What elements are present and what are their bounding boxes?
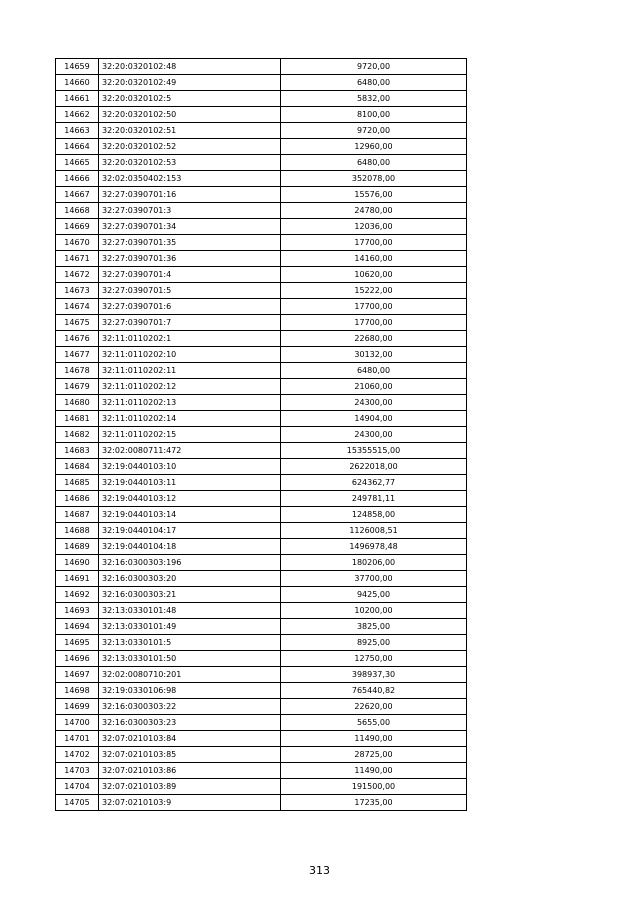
cadastral-number-cell: 32:27:0390701:16 — [99, 187, 281, 203]
cadastral-number-cell: 32:20:0320102:52 — [99, 139, 281, 155]
table-row — [56, 411, 467, 427]
row-number-cell: 14695 — [56, 635, 99, 651]
row-number-cell: 14697 — [56, 667, 99, 683]
cadastral-number-cell: 32:16:0300303:23 — [99, 715, 281, 731]
value-cell: 5832,00 — [281, 91, 467, 107]
table-row — [56, 91, 467, 107]
table-row — [56, 747, 467, 763]
value-cell: 12750,00 — [281, 651, 467, 667]
cadastral-number-cell: 32:13:0330101:49 — [99, 619, 281, 635]
cadastral-number-cell: 32:19:0330106:98 — [99, 683, 281, 699]
table-row — [56, 299, 467, 315]
value-cell: 15576,00 — [281, 187, 467, 203]
row-number-cell: 14704 — [56, 779, 99, 795]
row-number-cell: 14666 — [56, 171, 99, 187]
value-cell: 37700,00 — [281, 571, 467, 587]
value-cell: 15355515,00 — [281, 443, 467, 459]
table-row — [56, 219, 467, 235]
cadastral-number-cell: 32:19:0440103:12 — [99, 491, 281, 507]
cadastral-number-cell: 32:13:0330101:5 — [99, 635, 281, 651]
row-number-cell: 14672 — [56, 267, 99, 283]
row-number-cell: 14679 — [56, 379, 99, 395]
value-cell: 12036,00 — [281, 219, 467, 235]
table-row — [56, 699, 467, 715]
value-cell: 191500,00 — [281, 779, 467, 795]
row-number-cell: 14682 — [56, 427, 99, 443]
cadastral-number-cell: 32:27:0390701:36 — [99, 251, 281, 267]
table-row — [56, 795, 467, 811]
table-row — [56, 363, 467, 379]
table-row — [56, 235, 467, 251]
row-number-cell: 14689 — [56, 539, 99, 555]
cadastral-value-table — [55, 58, 467, 811]
cadastral-number-cell: 32:27:0390701:5 — [99, 283, 281, 299]
value-cell: 11490,00 — [281, 731, 467, 747]
cadastral-number-cell: 32:27:0390701:4 — [99, 267, 281, 283]
value-cell: 28725,00 — [281, 747, 467, 763]
row-number-cell: 14698 — [56, 683, 99, 699]
row-number-cell: 14686 — [56, 491, 99, 507]
table-row — [56, 187, 467, 203]
value-cell: 30132,00 — [281, 347, 467, 363]
row-number-cell: 14703 — [56, 763, 99, 779]
table-row — [56, 587, 467, 603]
row-number-cell: 14667 — [56, 187, 99, 203]
cadastral-number-cell: 32:20:0320102:5 — [99, 91, 281, 107]
cadastral-number-cell: 32:19:0440104:17 — [99, 523, 281, 539]
value-cell: 17700,00 — [281, 299, 467, 315]
value-cell: 22620,00 — [281, 699, 467, 715]
cadastral-number-cell: 32:11:0110202:15 — [99, 427, 281, 443]
cadastral-number-cell: 32:02:0080710:201 — [99, 667, 281, 683]
cadastral-number-cell: 32:02:0080711:472 — [99, 443, 281, 459]
cadastral-number-cell: 32:07:0210103:85 — [99, 747, 281, 763]
value-cell: 8925,00 — [281, 635, 467, 651]
row-number-cell: 14681 — [56, 411, 99, 427]
value-cell: 17700,00 — [281, 235, 467, 251]
cadastral-number-cell: 32:16:0300303:22 — [99, 699, 281, 715]
table-row — [56, 395, 467, 411]
value-cell: 11490,00 — [281, 763, 467, 779]
row-number-cell: 14671 — [56, 251, 99, 267]
cadastral-number-cell: 32:11:0110202:13 — [99, 395, 281, 411]
row-number-cell: 14702 — [56, 747, 99, 763]
table-row — [56, 523, 467, 539]
cadastral-number-cell: 32:19:0440103:10 — [99, 459, 281, 475]
table-row — [56, 139, 467, 155]
row-number-cell: 14696 — [56, 651, 99, 667]
table-row — [56, 347, 467, 363]
cadastral-number-cell: 32:07:0210103:86 — [99, 763, 281, 779]
row-number-cell: 14668 — [56, 203, 99, 219]
table-row — [56, 283, 467, 299]
value-cell: 6480,00 — [281, 363, 467, 379]
table-row — [56, 507, 467, 523]
row-number-cell: 14690 — [56, 555, 99, 571]
table-row — [56, 315, 467, 331]
row-number-cell: 14673 — [56, 283, 99, 299]
table-row — [56, 459, 467, 475]
table-row — [56, 251, 467, 267]
row-number-cell: 14659 — [56, 59, 99, 75]
table-row — [56, 539, 467, 555]
row-number-cell: 14688 — [56, 523, 99, 539]
cadastral-number-cell: 32:16:0300303:21 — [99, 587, 281, 603]
row-number-cell: 14705 — [56, 795, 99, 811]
cadastral-number-cell: 32:20:0320102:51 — [99, 123, 281, 139]
cadastral-number-cell: 32:27:0390701:35 — [99, 235, 281, 251]
row-number-cell: 14683 — [56, 443, 99, 459]
row-number-cell: 14700 — [56, 715, 99, 731]
table-row — [56, 651, 467, 667]
row-number-cell: 14674 — [56, 299, 99, 315]
cadastral-number-cell: 32:11:0110202:10 — [99, 347, 281, 363]
page-number: 313 — [309, 864, 330, 877]
row-number-cell: 14693 — [56, 603, 99, 619]
value-cell: 124858,00 — [281, 507, 467, 523]
table-row — [56, 731, 467, 747]
row-number-cell: 14662 — [56, 107, 99, 123]
table-row — [56, 571, 467, 587]
value-cell: 24780,00 — [281, 203, 467, 219]
value-cell: 9720,00 — [281, 59, 467, 75]
value-cell: 1496978,48 — [281, 539, 467, 555]
row-number-cell: 14701 — [56, 731, 99, 747]
value-cell: 15222,00 — [281, 283, 467, 299]
cadastral-number-cell: 32:27:0390701:6 — [99, 299, 281, 315]
cadastral-number-cell: 32:13:0330101:50 — [99, 651, 281, 667]
table-row — [56, 603, 467, 619]
row-number-cell: 14676 — [56, 331, 99, 347]
row-number-cell: 14687 — [56, 507, 99, 523]
cadastral-number-cell: 32:13:0330101:48 — [99, 603, 281, 619]
value-cell: 9720,00 — [281, 123, 467, 139]
table-row — [56, 715, 467, 731]
value-cell: 6480,00 — [281, 155, 467, 171]
cadastral-number-cell: 32:27:0390701:34 — [99, 219, 281, 235]
value-cell: 21060,00 — [281, 379, 467, 395]
table-row — [56, 155, 467, 171]
table-row — [56, 379, 467, 395]
table-row — [56, 635, 467, 651]
value-cell: 14904,00 — [281, 411, 467, 427]
table-body — [56, 59, 467, 811]
row-number-cell: 14664 — [56, 139, 99, 155]
row-number-cell: 14699 — [56, 699, 99, 715]
row-number-cell: 14675 — [56, 315, 99, 331]
table-row — [56, 443, 467, 459]
table-row — [56, 667, 467, 683]
row-number-cell: 14660 — [56, 75, 99, 91]
cadastral-number-cell: 32:19:0440104:18 — [99, 539, 281, 555]
value-cell: 12960,00 — [281, 139, 467, 155]
row-number-cell: 14680 — [56, 395, 99, 411]
cadastral-number-cell: 32:20:0320102:49 — [99, 75, 281, 91]
table-row — [56, 555, 467, 571]
value-cell: 17700,00 — [281, 315, 467, 331]
value-cell: 17235,00 — [281, 795, 467, 811]
row-number-cell: 14692 — [56, 587, 99, 603]
value-cell: 24300,00 — [281, 395, 467, 411]
cadastral-number-cell: 32:20:0320102:50 — [99, 107, 281, 123]
row-number-cell: 14670 — [56, 235, 99, 251]
table-row — [56, 619, 467, 635]
value-cell: 624362,77 — [281, 475, 467, 491]
cadastral-number-cell: 32:11:0110202:1 — [99, 331, 281, 347]
cadastral-number-cell: 32:27:0390701:7 — [99, 315, 281, 331]
table-row — [56, 171, 467, 187]
cadastral-number-cell: 32:07:0210103:89 — [99, 779, 281, 795]
row-number-cell: 14691 — [56, 571, 99, 587]
cadastral-number-cell: 32:19:0440103:14 — [99, 507, 281, 523]
value-cell: 180206,00 — [281, 555, 467, 571]
table-row — [56, 475, 467, 491]
value-cell: 398937,30 — [281, 667, 467, 683]
table-row — [56, 59, 467, 75]
cadastral-number-cell: 32:16:0300303:20 — [99, 571, 281, 587]
cadastral-number-cell: 32:20:0320102:53 — [99, 155, 281, 171]
value-cell: 5655,00 — [281, 715, 467, 731]
cadastral-number-cell: 32:20:0320102:48 — [99, 59, 281, 75]
table-row — [56, 427, 467, 443]
row-number-cell: 14661 — [56, 91, 99, 107]
value-cell: 1126008,51 — [281, 523, 467, 539]
table-row — [56, 763, 467, 779]
row-number-cell: 14669 — [56, 219, 99, 235]
cadastral-number-cell: 32:16:0300303:196 — [99, 555, 281, 571]
row-number-cell: 14694 — [56, 619, 99, 635]
table-row — [56, 123, 467, 139]
table-row — [56, 331, 467, 347]
cadastral-number-cell: 32:11:0110202:11 — [99, 363, 281, 379]
row-number-cell: 14678 — [56, 363, 99, 379]
table-row — [56, 267, 467, 283]
value-cell: 14160,00 — [281, 251, 467, 267]
value-cell: 765440,82 — [281, 683, 467, 699]
cadastral-number-cell: 32:19:0440103:11 — [99, 475, 281, 491]
row-number-cell: 14685 — [56, 475, 99, 491]
cadastral-number-cell: 32:07:0210103:9 — [99, 795, 281, 811]
value-cell: 8100,00 — [281, 107, 467, 123]
row-number-cell: 14677 — [56, 347, 99, 363]
value-cell: 9425,00 — [281, 587, 467, 603]
value-cell: 24300,00 — [281, 427, 467, 443]
table-row — [56, 491, 467, 507]
cadastral-number-cell: 32:02:0350402:153 — [99, 171, 281, 187]
value-cell: 352078,00 — [281, 171, 467, 187]
value-cell: 3825,00 — [281, 619, 467, 635]
value-cell: 10200,00 — [281, 603, 467, 619]
row-number-cell: 14665 — [56, 155, 99, 171]
row-number-cell: 14663 — [56, 123, 99, 139]
cadastral-number-cell: 32:11:0110202:14 — [99, 411, 281, 427]
cadastral-number-cell: 32:11:0110202:12 — [99, 379, 281, 395]
table-row — [56, 107, 467, 123]
value-cell: 2622018,00 — [281, 459, 467, 475]
table-row — [56, 203, 467, 219]
cadastral-number-cell: 32:27:0390701:3 — [99, 203, 281, 219]
value-cell: 249781,11 — [281, 491, 467, 507]
value-cell: 22680,00 — [281, 331, 467, 347]
cadastral-number-cell: 32:07:0210103:84 — [99, 731, 281, 747]
table-row — [56, 75, 467, 91]
value-cell: 6480,00 — [281, 75, 467, 91]
row-number-cell: 14684 — [56, 459, 99, 475]
table-row — [56, 779, 467, 795]
table-row — [56, 683, 467, 699]
value-cell: 10620,00 — [281, 267, 467, 283]
